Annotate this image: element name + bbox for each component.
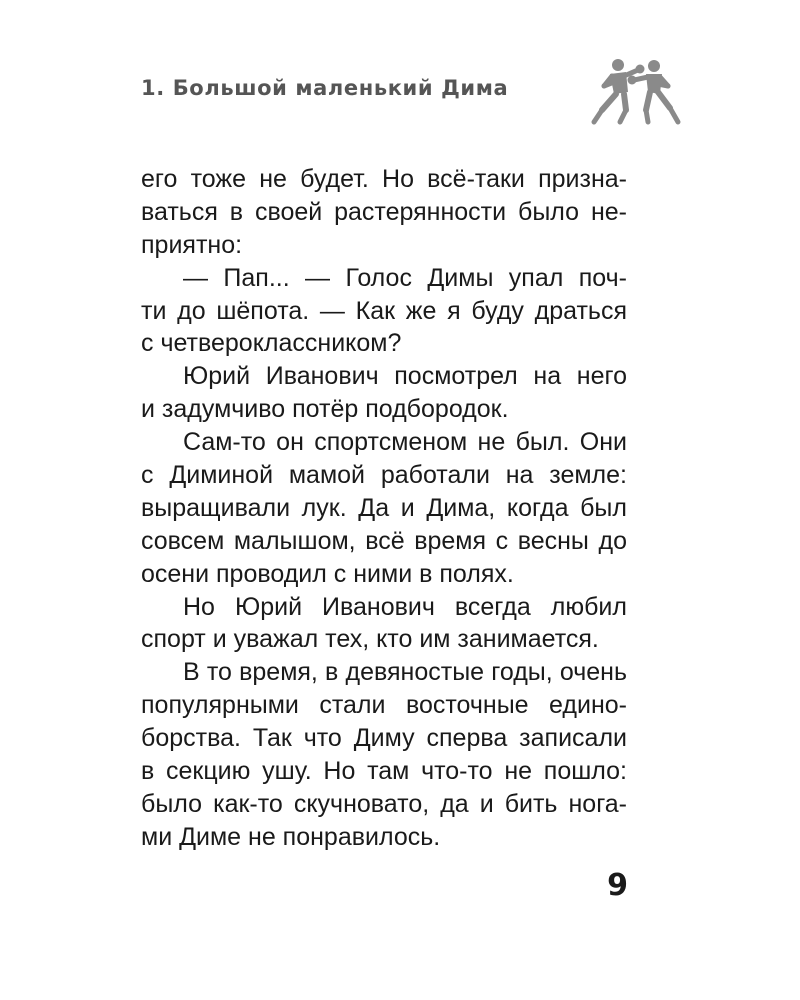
text-line: было как-то скучновато, да и бить нога- <box>141 789 627 818</box>
text-line: совсем малышом, всё время с весны до <box>141 526 627 555</box>
text-line: ваться в своей растерянности было не- <box>141 197 627 226</box>
text-line: борства. Так что Диму сперва записали <box>141 724 627 753</box>
text-line: Юрий Иванович посмотрел на него <box>183 362 627 391</box>
text-line: его тоже не будет. Но всё-таки призна- <box>141 165 627 193</box>
text-line: в секцию ушу. Но там что-то не пошло: <box>141 757 627 786</box>
text-line: и задумчиво потёр подбородок. <box>141 395 509 424</box>
text-line: осени проводил с ними в полях. <box>141 559 514 588</box>
text-line: популярными стали восточные едино- <box>141 691 627 720</box>
text-line: ти до шёпота. — Как же я буду драться <box>141 296 627 325</box>
text-line: ми Диме не понравилось. <box>141 822 441 851</box>
running-head-title: 1. Большой маленький Дима <box>141 76 509 100</box>
text-line: — Пап... — Голос Димы упал поч- <box>183 263 627 292</box>
text-line: В то время, в девяностые годы, очень <box>183 658 627 687</box>
text-line: приятно: <box>141 230 243 259</box>
text-line: с четвероклассником? <box>141 329 402 358</box>
text-line: с Диминой мамой работали на земле: <box>141 461 627 490</box>
text-line: Но Юрий Иванович всегда любил <box>183 592 627 621</box>
text-line: спорт и уважал тех, кто им занимается. <box>141 625 599 654</box>
text-line: Сам-то он спортсменом не был. Они <box>183 428 627 457</box>
page-number: 9 <box>607 868 628 903</box>
boxers-fighting-icon <box>588 52 684 126</box>
body-text <box>141 163 627 854</box>
text-line: выращивали лук. Да и Дима, когда был <box>141 493 627 522</box>
